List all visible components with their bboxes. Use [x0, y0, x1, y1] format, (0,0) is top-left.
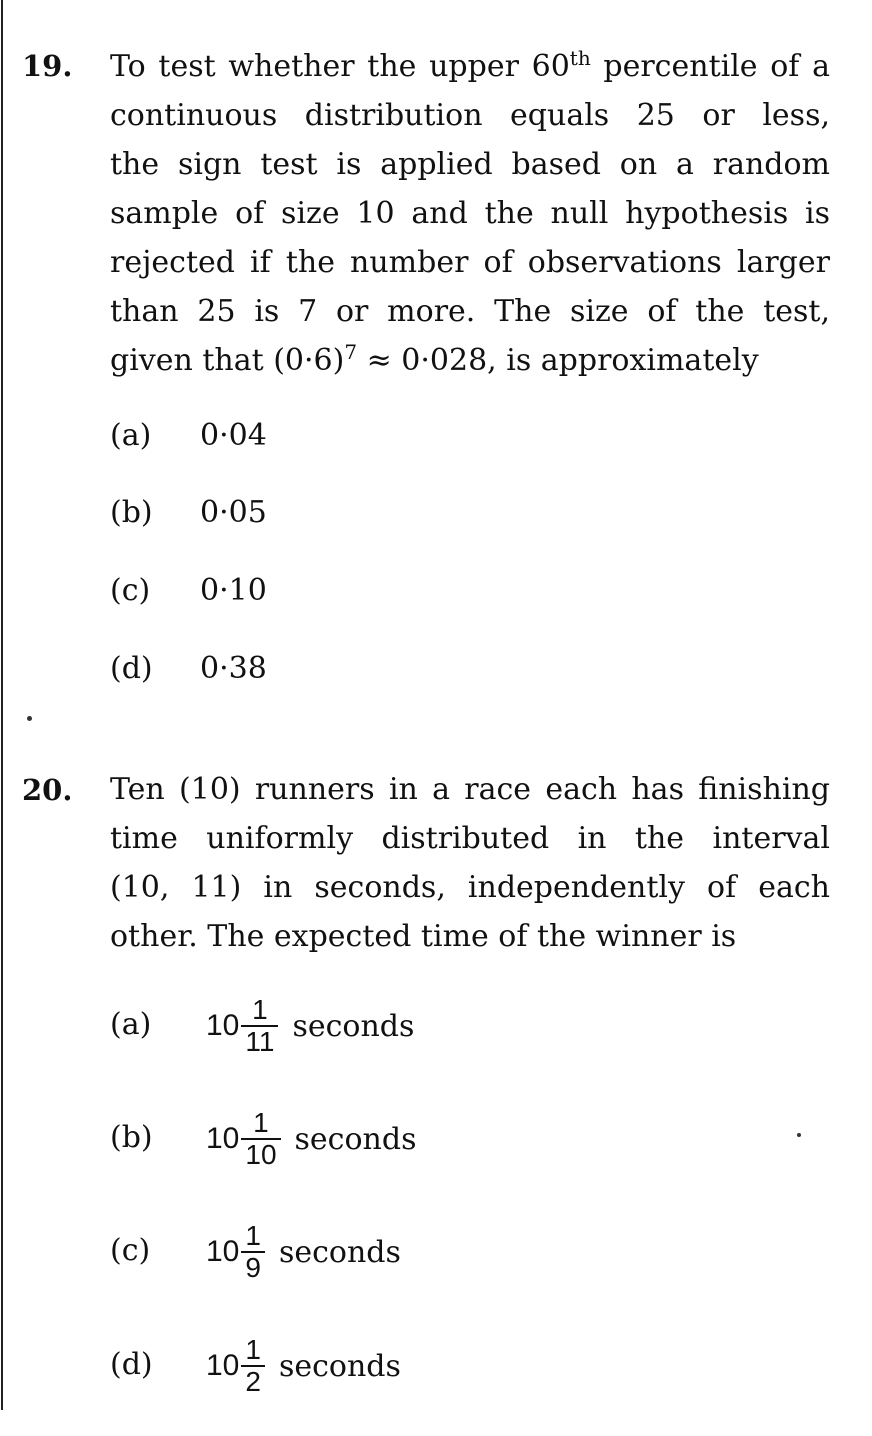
option-value: 0·38	[200, 651, 267, 686]
option-label: (c)	[110, 573, 151, 608]
option-label: (b)	[110, 1120, 153, 1155]
question-19-line-5: rejected if the number of observations larger	[110, 245, 830, 280]
question-20-line-4: other. The expected time of the winner is	[110, 919, 737, 954]
numerator: 1	[252, 994, 268, 1025]
whole-part: 10	[206, 1235, 240, 1268]
fraction	[241, 995, 278, 1057]
question-19-option-a[interactable]	[110, 416, 267, 456]
unit-label: seconds	[294, 1121, 417, 1157]
question-20-text	[110, 765, 830, 961]
mixed-number	[206, 986, 414, 1066]
option-label: (d)	[110, 651, 153, 686]
option-value: 0·05	[200, 495, 267, 530]
left-margin-rule	[1, 0, 3, 1410]
option-label: (b)	[110, 495, 153, 530]
numerator: 1	[245, 1334, 261, 1365]
unit-label: seconds	[278, 1234, 401, 1270]
option-label: (a)	[110, 418, 152, 453]
mixed-number	[206, 1099, 416, 1179]
option-label: (c)	[110, 1233, 151, 1268]
question-19-line-3: the sign test is applied based on a random	[110, 147, 830, 182]
question-19-option-c[interactable]	[110, 571, 267, 611]
denominator: 10	[241, 1138, 280, 1170]
mixed-number	[206, 1326, 401, 1406]
question-20-number: 20.	[22, 773, 73, 807]
unit-label: seconds	[292, 1008, 415, 1044]
option-value: 0·04	[200, 418, 267, 453]
numerator: 1	[245, 1220, 261, 1251]
unit-label: seconds	[278, 1348, 401, 1384]
fraction	[241, 1221, 265, 1283]
option-value: 0·10	[200, 573, 267, 608]
question-20-line-1: Ten (10) runners in a race each has finishing	[110, 772, 830, 807]
option-label: (a)	[110, 1007, 152, 1042]
whole-part: 10	[206, 1009, 240, 1042]
question-19-line-2: continuous distribution equals 25 or less,	[110, 98, 830, 133]
mixed-number	[206, 1212, 401, 1292]
question-19-option-d[interactable]	[110, 649, 267, 689]
superscript-th: th	[569, 46, 591, 70]
question-19-line-7: given that $(0\cdot 6)^7 \approx 0\cdot 028$, is approximately	[110, 340, 759, 378]
option-label: (d)	[110, 1347, 153, 1382]
question-19-text	[110, 42, 830, 385]
question-19-option-b[interactable]	[110, 493, 267, 533]
scan-speck	[27, 716, 32, 721]
denominator: 11	[241, 1025, 278, 1057]
whole-part: 10	[206, 1349, 240, 1382]
whole-part: 10	[206, 1122, 240, 1155]
denominator: 2	[241, 1365, 265, 1397]
question-20-line-2: time uniformly distributed in the interval	[110, 821, 830, 856]
question-19-line-4: sample of size 10 and the null hypothesis is	[110, 196, 830, 231]
scan-speck	[797, 1133, 801, 1137]
question-19-line-6: than 25 is 7 or more. The size of the test,	[110, 294, 830, 329]
superscript-7: 7	[344, 340, 358, 364]
numerator: 1	[253, 1107, 269, 1138]
question-19-number: 19.	[22, 49, 73, 83]
question-19-line-1: To test whether the upper 60th percentile of a	[110, 46, 830, 84]
fraction	[241, 1335, 265, 1397]
denominator: 9	[241, 1251, 265, 1283]
fraction	[241, 1108, 280, 1170]
question-20-line-3: (10, 11) in seconds, independently of each	[110, 870, 830, 905]
